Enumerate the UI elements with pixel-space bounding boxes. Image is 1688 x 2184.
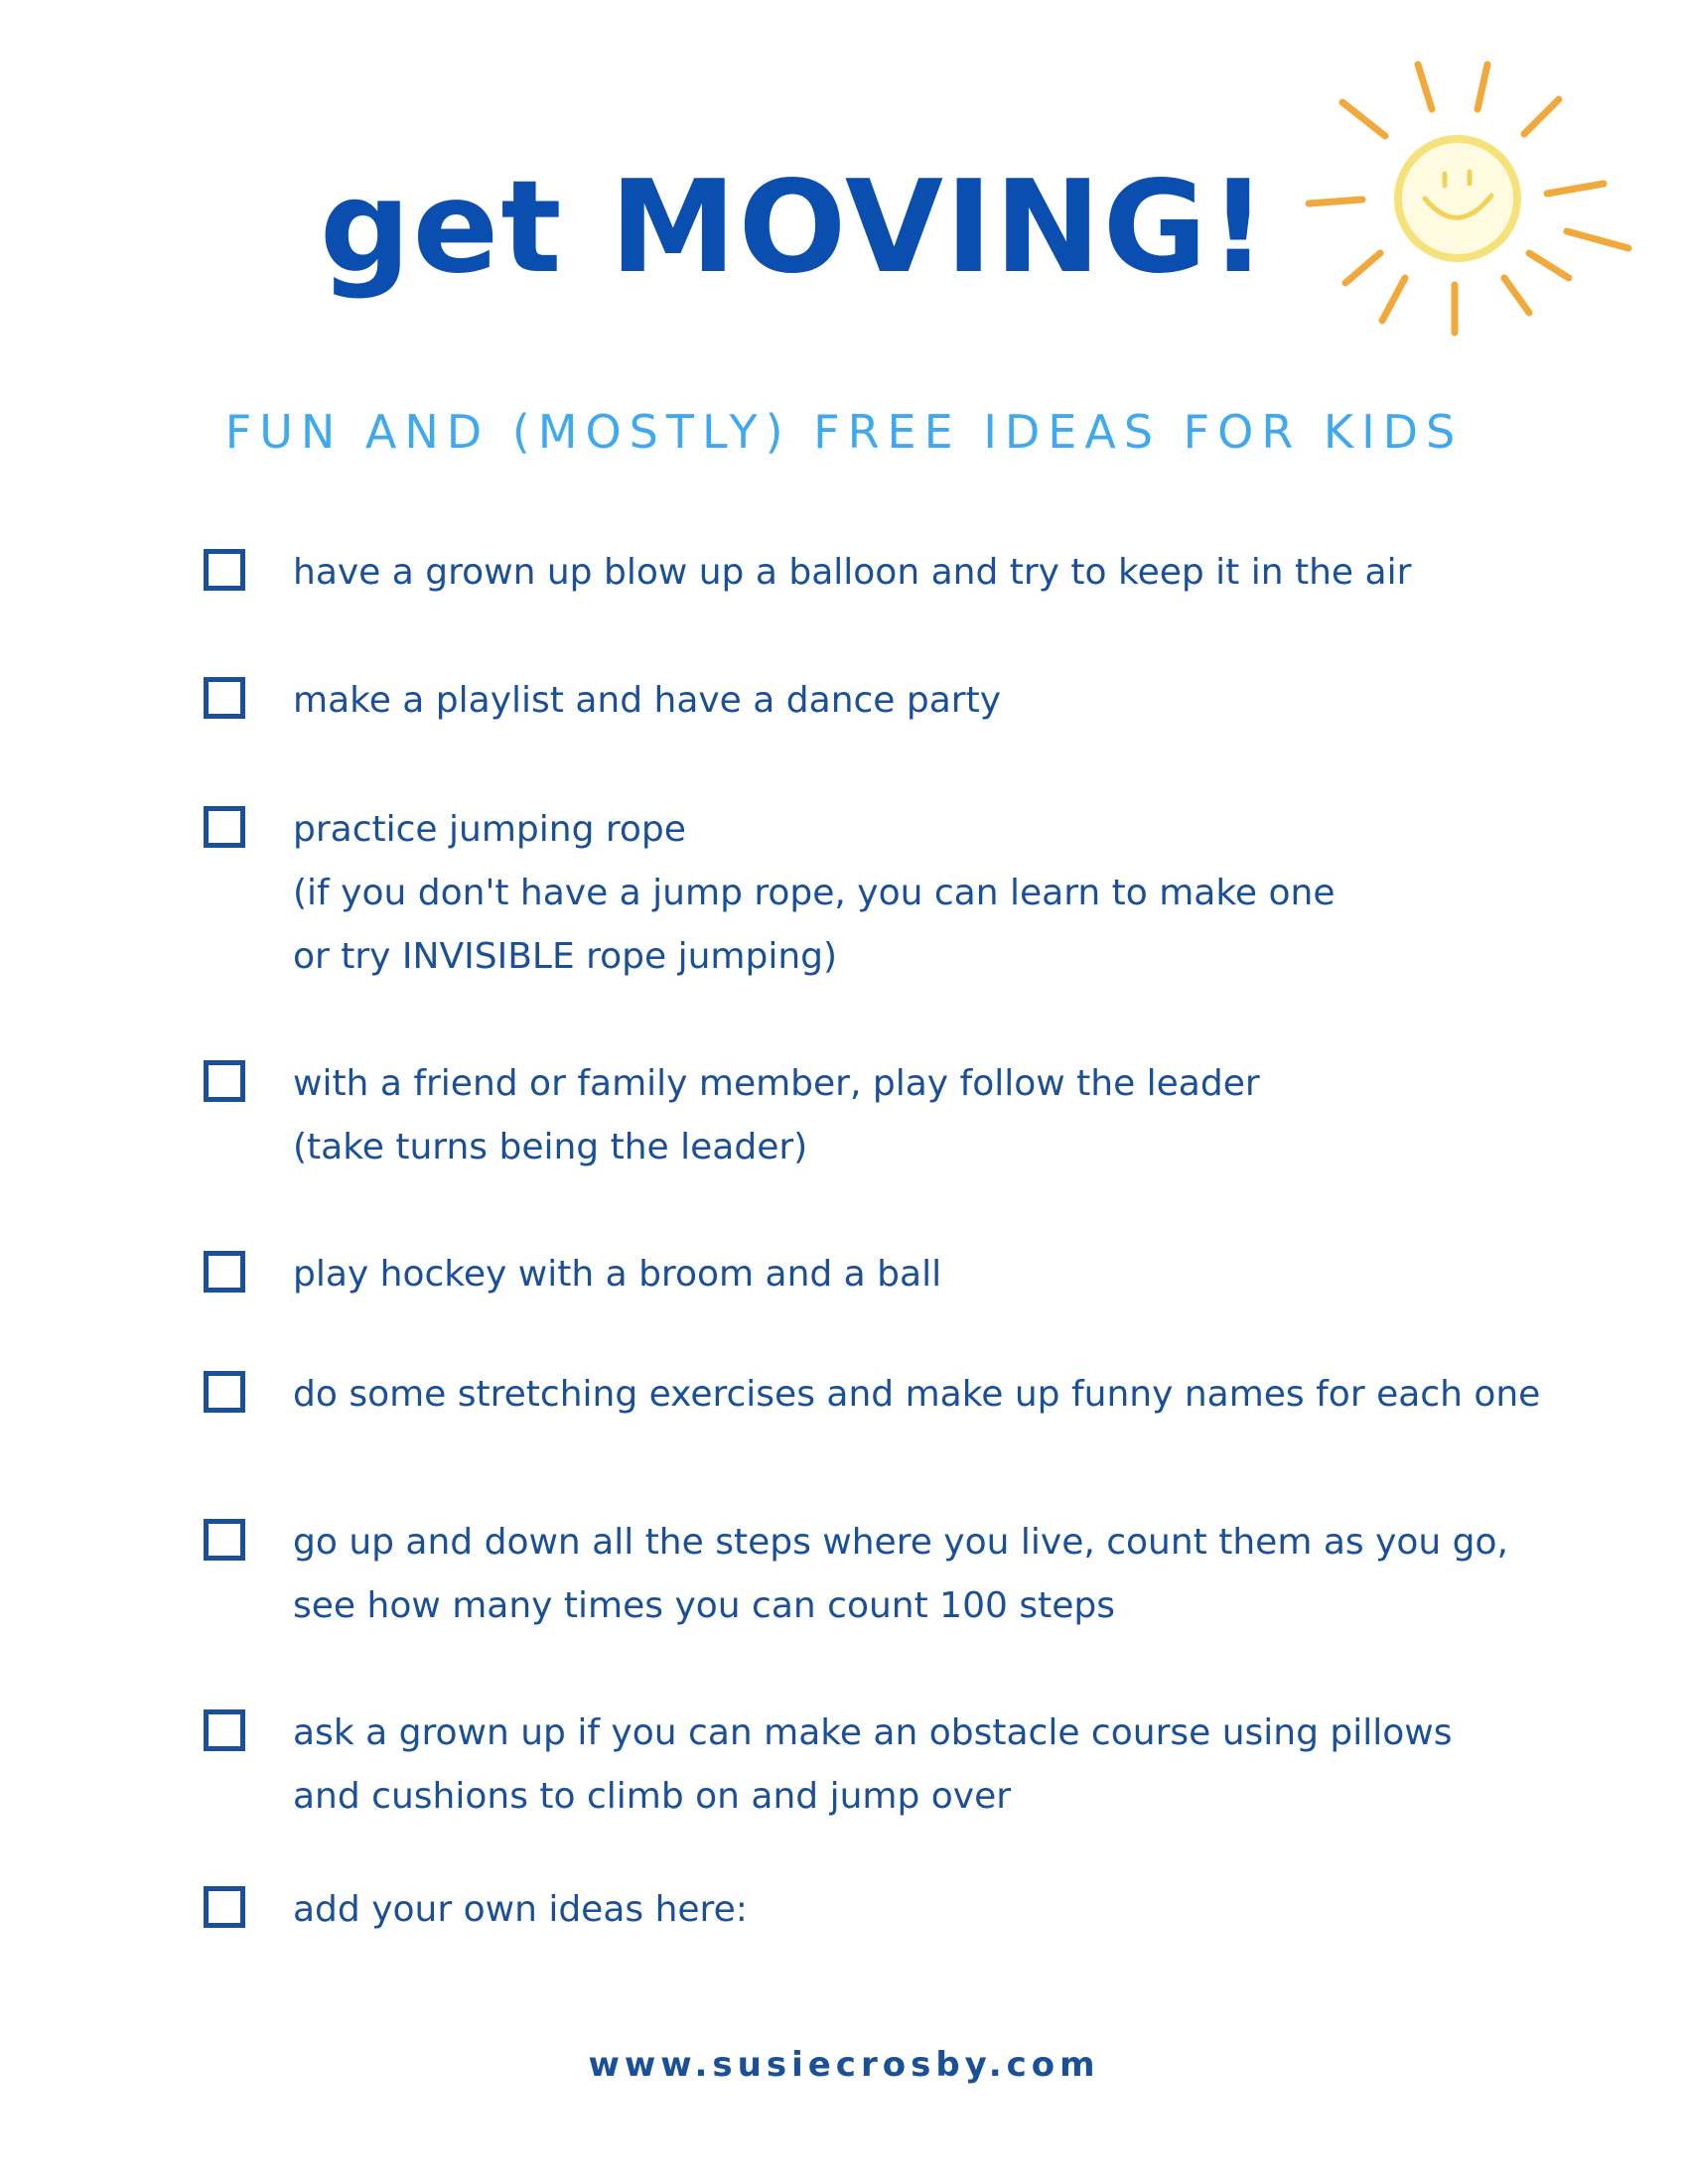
page-title: get MOVING! xyxy=(319,154,1270,302)
item-checkbox[interactable] xyxy=(204,1709,245,1751)
item-text-line: go up and down all the steps where you live, count them as you go, xyxy=(293,1522,1508,1563)
item-text-line: see how many times you can count 100 steps xyxy=(293,1585,1115,1626)
item-text-line: ask a grown up if you can make an obstacle course using pillows xyxy=(293,1712,1453,1753)
item-text xyxy=(293,541,1504,605)
item-text-line: (if you don't have a jump rope, you can learn to make one xyxy=(293,873,1336,913)
item-text-line: and cushions to climb on and jump over xyxy=(293,1776,1012,1817)
item-checkbox[interactable] xyxy=(204,1886,245,1928)
item-text-line: add your own ideas here: xyxy=(293,1889,748,1930)
item-text-line: with a friend or family member, play follow the leader xyxy=(293,1063,1260,1104)
item-checkbox[interactable] xyxy=(204,1371,245,1413)
item-checkbox[interactable] xyxy=(204,1519,245,1561)
item-text xyxy=(293,1243,1504,1306)
item-checkbox[interactable] xyxy=(204,1251,245,1293)
item-text xyxy=(293,669,1504,733)
item-text-line: or try INVISIBLE rope jumping) xyxy=(293,936,838,977)
item-text-line: (take turns being the leader) xyxy=(293,1127,808,1167)
item-text xyxy=(293,1052,1504,1179)
item-checkbox[interactable] xyxy=(204,677,245,719)
item-text-line: practice jumping rope xyxy=(293,809,686,850)
item-text xyxy=(293,1878,1504,1942)
item-checkbox[interactable] xyxy=(204,549,245,591)
item-text-line: play hockey with a broom and a ball xyxy=(293,1254,942,1295)
item-text xyxy=(293,1511,1508,1638)
item-text-line: make a playlist and have a dance party xyxy=(293,680,1002,721)
website-link[interactable]: www.susiecrosby.com xyxy=(588,2045,1100,2085)
item-text xyxy=(293,1363,1541,1427)
page-subtitle: FUN AND (MOSTLY) FREE IDEAS FOR KIDS xyxy=(224,405,1464,459)
item-text-line: have a grown up blow up a balloon and try to keep it in the air xyxy=(293,552,1412,593)
item-text-line: do some stretching exercises and make up funny names for each one xyxy=(293,1374,1541,1415)
smiling-sun-icon xyxy=(1301,55,1638,352)
item-checkbox[interactable] xyxy=(204,806,245,848)
item-text xyxy=(293,1702,1504,1829)
item-checkbox[interactable] xyxy=(204,1060,245,1102)
item-text xyxy=(293,798,1504,989)
